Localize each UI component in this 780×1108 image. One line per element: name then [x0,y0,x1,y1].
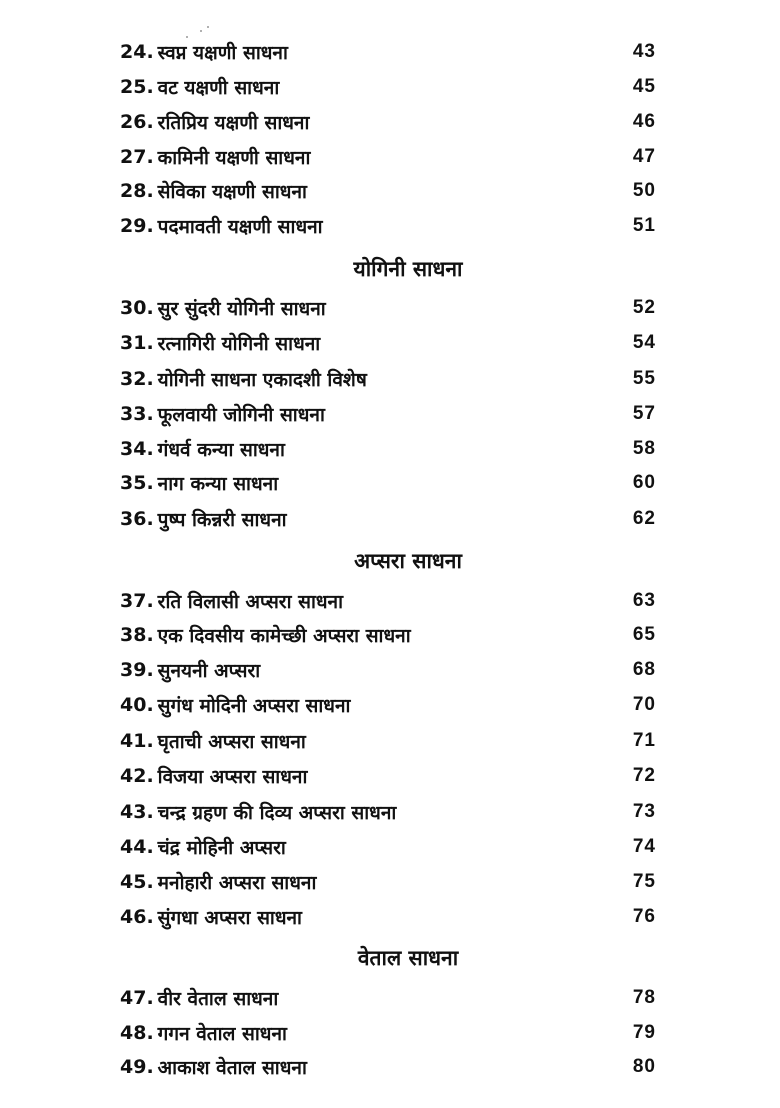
toc-entry-page-number: 63 [632,590,656,611]
toc-entry[interactable] [120,502,656,536]
toc-entry-title-group [120,622,411,648]
toc-entry-title: रत्नागिरी योगिनी साधना [157,333,321,355]
toc-entry-number: 33. [120,403,154,425]
toc-entry-title-group [120,330,320,356]
toc-entry-page-number: 57 [632,403,656,424]
toc-entry-page-number: 80 [632,1056,656,1077]
toc-entry-title: कामिनी यक्षणी साधना [157,147,311,169]
toc-entry-title-group [120,869,316,895]
toc-entry-title-group [120,799,396,825]
toc-entry-number: 47. [120,987,154,1009]
toc-entry-number: 37. [120,590,154,612]
scan-speck [200,30,202,32]
toc-entry-title-group [120,109,309,135]
toc-entry-title: फूलवायी जोगिनी साधना [157,404,325,426]
toc-entry-title-group [120,1054,307,1080]
toc-entry-title: वट यक्षणी साधना [157,77,280,99]
toc-entry[interactable] [120,830,656,864]
toc-entry-title: वीर वेताल साधना [157,988,279,1010]
toc-entry-title-group [120,692,350,718]
toc-entry-number: 39. [120,659,154,681]
toc-entry-page-number: 45 [632,76,656,97]
toc-entry-number: 29. [120,215,154,237]
toc-section-heading: योगिनी साधना [353,257,463,281]
toc-entry-title-group [120,436,285,462]
toc-entry-page-number: 71 [632,730,656,751]
toc-entry[interactable] [120,362,656,396]
toc-entry[interactable] [120,759,656,793]
toc-entry-page-number: 62 [632,508,656,529]
toc-entry-title: गगन वेताल साधना [157,1023,287,1045]
toc-entry-page-number: 74 [632,836,656,857]
toc-entry-number: 44. [120,836,154,858]
toc-entry-number: 32. [120,368,154,390]
toc-entry-title: स्वप्न यक्षणी साधना [157,42,288,64]
toc-entry-title: नाग कन्या साधना [157,473,279,495]
toc-entry-page-number: 46 [632,111,656,132]
toc-entry[interactable] [120,397,656,431]
toc-entry-title-group [120,728,306,754]
toc-entry[interactable] [120,865,656,899]
toc-entry-title: विजया अप्सरा साधना [157,766,308,788]
toc-entry[interactable] [120,688,656,722]
toc-entry[interactable] [120,291,656,325]
toc-entry-title-group [120,506,287,532]
toc-entry-title-group [120,657,260,683]
toc-entry[interactable] [120,105,656,139]
toc-entry-title: पदमावती यक्षणी साधना [157,216,323,238]
toc-entry-page-number: 73 [632,801,656,822]
toc-entry-number: 26. [120,111,154,133]
toc-entry-title-group [120,366,367,392]
toc-entry-title-group [120,401,325,427]
toc-entry-number: 43. [120,801,154,823]
toc-entry-number: 45. [120,871,154,893]
toc-entry-title: आकाश वेताल साधना [157,1057,307,1079]
toc-entry-page-number: 55 [632,368,656,389]
toc-entry-title-group [120,588,343,614]
toc-entry-title: सुगंध मोदिनी अप्सरा साधना [157,695,351,717]
toc-entry-title: रति विलासी अप्सरा साधना [157,591,344,613]
toc-entry-title-group [120,763,307,789]
toc-entry-number: 24. [120,41,154,63]
toc-entry-number: 28. [120,180,154,202]
toc-entry[interactable] [120,653,656,687]
toc-entry-number: 40. [120,694,154,716]
toc-entry-number: 25. [120,76,154,98]
toc-entry-number: 41. [120,730,154,752]
toc-entry-title: पुष्प किन्नरी साधना [157,509,287,531]
toc-section-heading: अप्सरा साधना [354,549,462,573]
toc-entry-number: 34. [120,438,154,460]
toc-entry[interactable] [120,140,656,174]
toc-entry-title-group [120,985,278,1011]
toc-entry-page-number: 47 [632,146,656,167]
toc-entry-number: 31. [120,332,154,354]
toc-entry-number: 42. [120,765,154,787]
toc-entry-number: 46. [120,906,154,928]
toc-entry-title-group [120,904,302,930]
toc-entry-page-number: 58 [632,438,656,459]
toc-entry-page-number: 51 [632,215,656,236]
toc-entry[interactable] [120,174,656,208]
toc-entry-page-number: 52 [632,297,656,318]
toc-entry-number: 49. [120,1056,154,1078]
toc-entry[interactable] [120,466,656,500]
toc-entry[interactable] [120,724,656,758]
toc-entry[interactable] [120,1016,656,1050]
toc-entry[interactable] [120,326,656,360]
toc-entry-number: 38. [120,624,154,646]
toc-entry-number: 35. [120,472,154,494]
toc-entry-title: सुंगधा अप्सरा साधना [157,907,302,929]
toc-entry-page-number: 72 [632,765,656,786]
toc-entry-title-group [120,295,326,321]
toc-entry[interactable] [120,432,656,466]
toc-entry-title-group [120,834,286,860]
toc-entry-title: सेविका यक्षणी साधना [157,181,307,203]
toc-entry-title: योगिनी साधना एकादशी विशेष [157,369,367,391]
toc-entry-page-number: 78 [632,987,656,1008]
toc-entry-title: घृताची अप्सरा साधना [157,731,306,753]
toc-entry-page-number: 70 [632,694,656,715]
toc-entry-number: 30. [120,297,154,319]
toc-entry[interactable] [120,795,656,829]
toc-entry-page-number: 43 [632,41,656,62]
toc-entry[interactable] [120,35,656,69]
toc-entry-title-group [120,178,307,204]
toc-entry-title-group [120,1020,287,1046]
toc-entry-title: चंद्र मोहिनी अप्सरा [157,837,286,859]
toc-entry-title: सुनयनी अप्सरा [157,660,261,682]
toc-entry-number: 48. [120,1022,154,1044]
toc-entry-title: चन्द्र ग्रहण की दिव्य अप्सरा साधना [157,802,397,824]
toc-entry-page-number: 50 [632,180,656,201]
toc-entry-page-number: 79 [632,1022,656,1043]
toc-entry-number: 36. [120,508,154,530]
scan-speck [207,26,209,28]
toc-entry-title: सुर सुंदरी योगिनी साधना [157,298,326,320]
toc-entry-title-group [120,213,323,239]
toc-section-heading: वेताल साधना [357,946,459,970]
toc-entry-title-group [120,144,310,170]
toc-entry-title: रतिप्रिय यक्षणी साधना [157,112,310,134]
toc-entry-page-number: 68 [632,659,656,680]
toc-entry-title-group [120,74,279,100]
toc-entry[interactable] [120,900,656,934]
toc-entry-title: एक दिवसीय कामेच्छी अप्सरा साधना [157,625,411,647]
toc-entry-number: 27. [120,146,154,168]
toc-entry-page-number: 76 [632,906,656,927]
toc-entry-page-number: 54 [632,332,656,353]
toc-entry[interactable] [120,70,656,104]
toc-entry[interactable] [120,209,656,243]
toc-entry-page-number: 75 [632,871,656,892]
toc-entry-page-number: 60 [632,472,656,493]
toc-entry[interactable] [120,1050,656,1084]
toc-entry[interactable] [120,981,656,1015]
toc-entry-title: मनोहारी अप्सरा साधना [157,872,317,894]
toc-entry-title-group [120,39,288,65]
toc-entry[interactable] [120,584,656,618]
toc-entry-page-number: 65 [632,624,656,645]
toc-entry[interactable] [120,618,656,652]
toc-entry-title-group [120,470,278,496]
toc-entry-title: गंधर्व कन्या साधना [157,439,285,461]
